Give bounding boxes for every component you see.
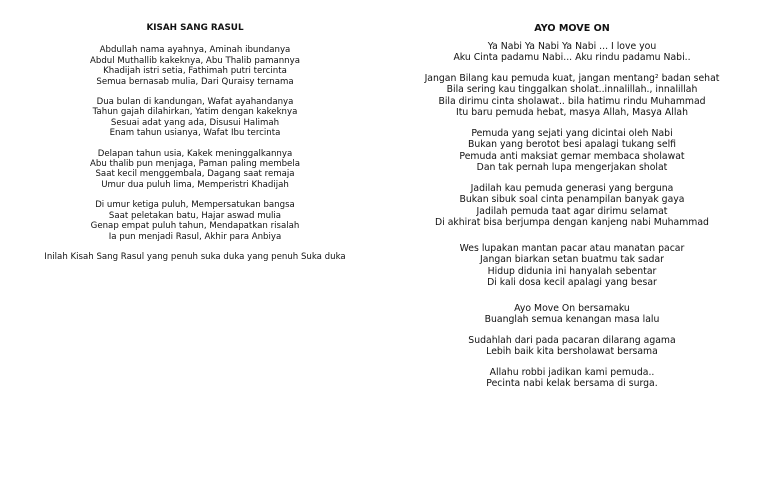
lyric-line: Jangan biarkan setan buatmu tak sadar xyxy=(480,254,664,265)
left-column xyxy=(16,23,374,272)
lyric-line: Ayo Move On bersamaku xyxy=(514,302,630,314)
right-stanza xyxy=(390,73,754,119)
lyric-line: Itu baru pemuda hebat, masya Allah, Masya Allah xyxy=(456,107,688,118)
lyric-line: Sudahlah dari pada pacaran dilarang agama xyxy=(468,334,676,346)
lyric-line: Abu thalib pun menjaga, Paman paling membela xyxy=(89,159,300,170)
lyric-line: Jadilah pemuda taat agar dirimu selamat xyxy=(476,205,668,217)
right-stanza xyxy=(390,41,754,64)
lyric-line: Allahu robbi jadikan kami pemuda.. xyxy=(489,366,655,378)
lyric-line: Enam tahun usianya, Wafat Ibu tercinta xyxy=(109,128,281,139)
lyric-line: Saat peletakan batu, Hajar aswad mulia xyxy=(108,210,282,221)
lyric-line: Genap empat puluh tahun, Mendapatkan risalah xyxy=(90,221,300,232)
lyric-line: Semua bernasab mulia, Dari Quraisy ternama xyxy=(96,76,294,87)
lyric-line: Bukan yang berotot besi apalagi tukang selfi xyxy=(467,139,677,150)
lyric-line: Dan tak pernah lupa mengerjakan sholat xyxy=(476,162,668,173)
lyric-line: Dua bulan di kandungan, Wafat ayahandanya xyxy=(96,97,294,108)
lyric-line: Inilah Kisah Sang Rasul yang penuh suka duka yang penuh Suka duka xyxy=(44,251,346,262)
lyric-line: Ia pun menjadi Rasul, Akhir para Anbiya xyxy=(108,231,282,242)
lyric-line: Khadijah istri setia, Fathimah putri tercinta xyxy=(103,66,287,77)
lyric-line: Di kali dosa kecil apalagi yang besar xyxy=(487,277,657,288)
left-stanza xyxy=(16,200,374,242)
left-stanza xyxy=(16,149,374,191)
right-stanza xyxy=(390,243,754,289)
right-stanza xyxy=(390,303,754,326)
lyric-line: Ya Nabi Ya Nabi Ya Nabi ... I love you xyxy=(487,40,657,52)
lyric-line: Bila sering kau tinggalkan sholat..innalillah., innalillah xyxy=(446,84,698,95)
lyric-line: Jadilah kau pemuda generasi yang berguna xyxy=(470,182,674,194)
left-title: KISAH SANG RASUL xyxy=(146,23,244,33)
lyric-line: Pecinta nabi kelak bersama di surga. xyxy=(486,378,658,389)
lyric-line: Wes lupakan mantan pacar atau manatan pacar xyxy=(459,242,685,254)
lyric-line: Umur dua puluh lima, Memperistri Khadijah xyxy=(101,179,289,190)
lyric-line: Jangan Bilang kau pemuda kuat, jangan mentang² badan sehat xyxy=(424,72,720,84)
right-stanza xyxy=(390,367,754,390)
lyric-line: Lebih baik kita bersholawat bersama xyxy=(486,346,658,357)
right-column xyxy=(390,23,754,399)
lyric-line: Pemuda anti maksiat gemar membaca sholawat xyxy=(459,150,685,162)
lyric-line: Pemuda yang sejati yang dicintai oleh Nabi xyxy=(471,127,673,139)
left-stanza xyxy=(16,45,374,87)
right-title: AYO MOVE ON xyxy=(534,23,610,34)
lyric-line: Di akhirat bisa berjumpa dengan kanjeng nabi Muhammad xyxy=(435,217,709,228)
lyric-line: Tahun gajah dilahirkan, Yatim dengan kakeknya xyxy=(92,107,298,118)
lyric-line: Abdul Muthallib kakeknya, Abu Thalib pamannya xyxy=(90,55,300,66)
lyric-line: Saat kecil menggembala, Dagang saat remaja xyxy=(95,169,295,180)
lyric-line: Bukan sibuk soal cinta penampilan banyak gaya xyxy=(459,194,685,205)
left-stanza xyxy=(16,252,374,262)
lyric-line: Delapan tahun usia, Kakek meninggalkannya xyxy=(97,148,293,159)
right-stanza xyxy=(390,128,754,174)
lyric-line: Abdullah nama ayahnya, Aminah ibundanya xyxy=(99,45,291,56)
right-stanza xyxy=(390,335,754,358)
left-stanza xyxy=(16,97,374,139)
lyric-line: Bila dirimu cinta sholawat.. bila hatimu rindu Muhammad xyxy=(438,95,706,107)
lyric-line: Sesuai adat yang ada, Disusui Halimah xyxy=(110,117,280,128)
lyric-line: Buanglah semua kenangan masa lalu xyxy=(484,314,660,325)
right-stanza xyxy=(390,183,754,229)
lyric-line: Aku Cinta padamu Nabi... Aku rindu padamu Nabi.. xyxy=(453,52,691,63)
lyric-line: Di umur ketiga puluh, Mempersatukan bangsa xyxy=(95,200,295,211)
lyric-line: Hidup didunia ini hanyalah sebentar xyxy=(487,265,657,277)
